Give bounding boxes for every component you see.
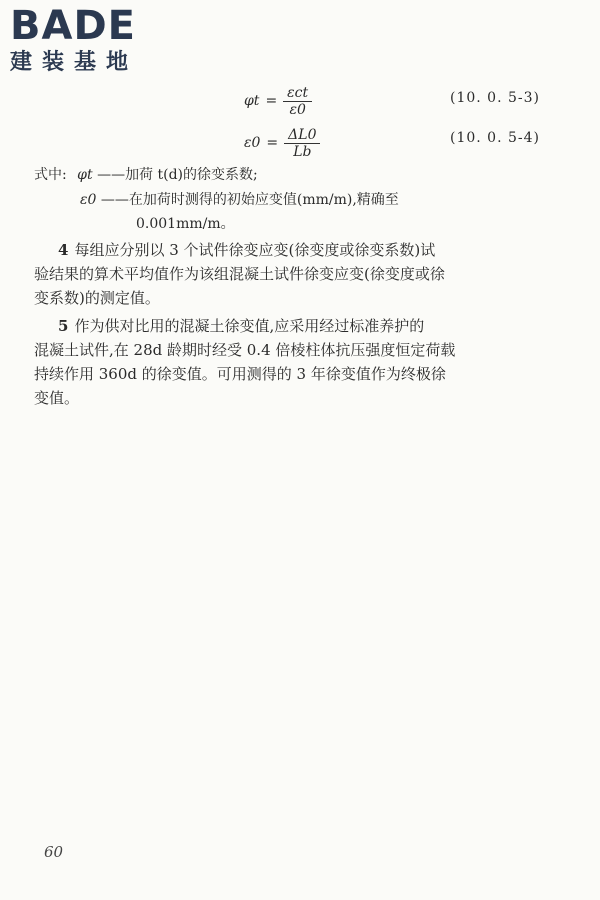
definition-continuation: 0.001mm/m。 xyxy=(136,216,235,232)
logo-wordmark: BADE xyxy=(10,3,136,49)
equation-number: (10. 0. 5-4) xyxy=(450,130,540,146)
fraction xyxy=(284,127,320,160)
paragraph-line: 变值。 xyxy=(34,389,80,407)
definition-lead: 式中: xyxy=(34,167,67,183)
fraction-numerator: εct xyxy=(283,85,312,102)
equals-sign: = xyxy=(266,135,279,151)
definition-symbol: φt xyxy=(77,167,93,183)
logo-subtitle: 建装基地 xyxy=(10,50,139,75)
brand-logo xyxy=(10,3,180,76)
definition-text: ——加荷 t(d)的徐变系数; xyxy=(97,167,258,183)
clause-number: 4 xyxy=(58,241,69,259)
paragraph-line: 验结果的算术平均值作为该组混凝土试件徐变应变(徐变度或徐 xyxy=(34,265,445,283)
definition-line xyxy=(80,189,399,211)
formula-10-0-5-4 xyxy=(244,120,320,166)
fraction-denominator: Lb xyxy=(293,143,312,160)
definition-symbol: ε0 xyxy=(80,192,97,208)
fraction xyxy=(283,85,312,118)
fraction-denominator: ε0 xyxy=(289,101,306,118)
page-number: 60 xyxy=(44,843,64,861)
paragraph-line: 混凝土试件,在 28d 龄期时经受 0.4 倍棱柱体抗压强度恒定荷载 xyxy=(34,341,456,359)
paragraph-line: 变系数)的测定值。 xyxy=(34,289,160,307)
equals-sign: = xyxy=(265,93,278,109)
paragraph-line: 持续作用 360d 的徐变值。可用测得的 3 年徐变值作为终极徐 xyxy=(34,365,446,383)
paragraph-line: 作为供对比用的混凝土徐变值,应采用经过标准养护的 xyxy=(74,317,425,335)
formula-lhs: φt xyxy=(244,93,260,109)
clause-paragraph-4 xyxy=(34,238,564,310)
equation-number: (10. 0. 5-3) xyxy=(450,90,540,106)
formula-10-0-5-3 xyxy=(244,78,312,124)
clause-paragraph-5 xyxy=(34,314,564,410)
definition-line xyxy=(34,164,258,186)
formula-lhs: ε0 xyxy=(244,135,261,151)
paragraph-line: 每组应分别以 3 个试件徐变应变(徐变度或徐变系数)试 xyxy=(74,241,436,259)
clause-number: 5 xyxy=(58,317,69,335)
definition-text: ——在加荷时测得的初始应变值(mm/m),精确至 xyxy=(100,192,399,208)
fraction-numerator: ΔL0 xyxy=(284,127,320,144)
